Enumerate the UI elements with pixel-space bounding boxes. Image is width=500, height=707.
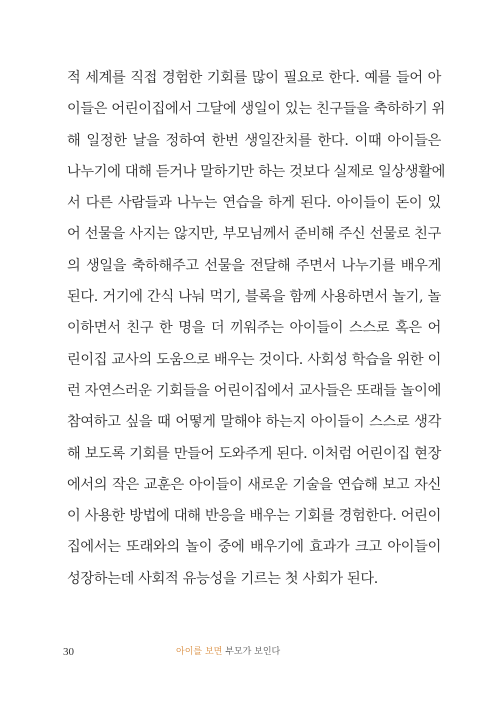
running-title-accent: 아이를 보면 — [176, 647, 223, 657]
text-line: 이하면서 친구 한 명을 더 끼워주는 아이들이 스스로 혹은 어 — [67, 320, 441, 337]
text-line: 된다. 거기에 간식 나눠 먹기, 블록을 함께 사용하면서 놀기, 놀 — [67, 289, 441, 306]
text-line: 적 세계를 직접 경험한 기회를 많이 필요로 한다. 예를 들어 아 — [67, 70, 441, 86]
text-line: 어 선물을 사지는 않지만, 부모님께서 준비해 주신 선물로 친구 — [67, 226, 441, 243]
text-line: 에서의 작은 교훈은 아이들이 새로운 기술을 연습해 보고 자신 — [67, 476, 441, 493]
text-line-last: 성장하는데 사회적 유능성을 기르는 첫 사회가 된다. — [67, 570, 378, 587]
body-text — [67, 63, 446, 595]
text-line: 린이집 교사의 도움으로 배우는 것이다. 사회성 학습을 위한 이 — [67, 351, 441, 368]
text-line: 참여하고 싶을 때 어떻게 말해야 하는지 아이들이 스스로 생각 — [67, 414, 441, 431]
text-line: 이 사용한 방법에 대해 반응을 배우는 기회를 경험한다. 어린이 — [67, 508, 441, 525]
text-line: 의 생일을 축하해주고 선물을 전달해 주면서 나누기를 배우게 — [67, 257, 441, 274]
page-footer — [63, 644, 443, 660]
text-line: 런 자연스러운 기회들을 어린이집에서 교사들은 또래들 놀이에 — [67, 382, 441, 399]
running-title-rest: 부모가 보인다 — [225, 647, 281, 657]
text-line: 해 일정한 날을 정하여 한번 생일잔치를 한다. 이때 아이들은 — [67, 132, 441, 149]
running-title — [176, 644, 280, 660]
text-line: 나누기에 대해 듣거나 말하기만 하는 것보다 실제로 일상생활에 — [67, 163, 446, 180]
text-line: 해 보도록 기회를 만들어 도와주게 된다. 이처럼 어린이집 현장 — [67, 445, 441, 462]
text-line: 서 다른 사람들과 나누는 연습을 하게 된다. 아이들이 돈이 있 — [67, 195, 441, 212]
text-line: 집에서는 또래와의 놀이 중에 배우기에 효과가 크고 아이들이 — [67, 539, 441, 556]
text-line: 이들은 어린이집에서 그달에 생일이 있는 친구들을 축하하기 위 — [67, 101, 446, 118]
page-number: 30 — [63, 646, 74, 658]
